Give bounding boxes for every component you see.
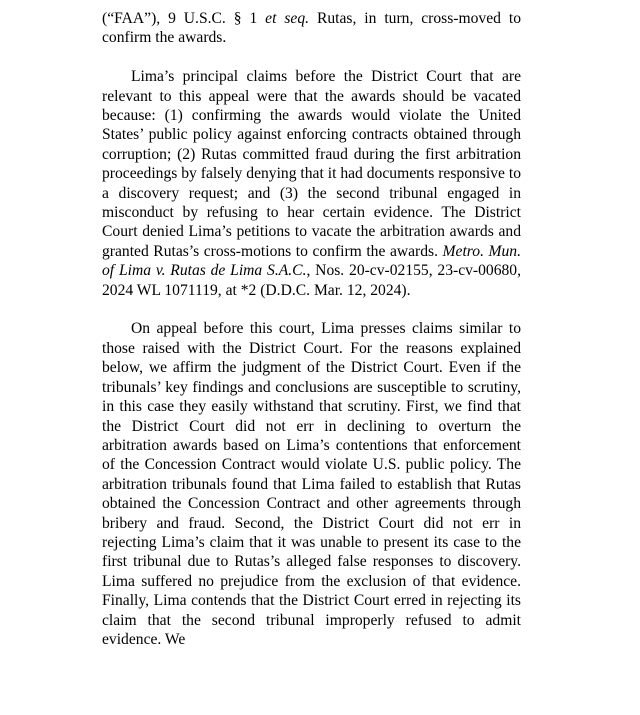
text-segment: Lima’s principal claims before the District Court that are relevant to this appeal were that the awards should be vacated because: (1) confirming the awards would violate the United States’ public policy against enforcing contracts obtained through corruption; (2) Rutas committed fraud during the first arbitration proceedings by falsely denying that it had documents responsive to a discovery request; and (3) the second tribunal engaged in misconduct by refusing to hear certain evidence. The District Court denied Lima’s petitions to vacate the arbitration awards and granted Rutas’s cross-motions to confirm the awards. [102, 68, 521, 260]
text-segment: (“FAA”), 9 U.S.C. § 1 [102, 10, 266, 27]
document-page [102, 9, 521, 649]
text-segment: On appeal before this court, Lima presses claims similar to those raised with the District Court. For the reasons explained below, we affirm the judgment of the District Court. Even if the tribunals’ key findings and conclusions are susceptible to scrutiny, in this case they easily withstand that scrutiny. First, we find that the District Court did not err in declining to overturn the arbitration awards based on Lima’s contentions that enforcement of the Concession Contract would violate U.S. public policy. The arbitration tribunals found that Lima failed to establish that Rutas obtained the Concession Contract and other agreements through bribery and fraud. Second, the District Court did not err in rejecting Lima’s claim that it was unable to present its case to the first tribunal due to Rutas’s alleged false responses to discovery. Lima suffered no prejudice from the exclusion of that evidence. Finally, Lima contends that the District Court erred in rejecting its claim that the second tribunal improperly refused to admit evidence. We [102, 320, 521, 648]
paragraph-district-court-claims [102, 67, 521, 300]
italic-segment: et seq. [265, 10, 310, 27]
paragraph-continuation [102, 9, 521, 48]
text-segment: , Nos. 20-cv-02155, 23-cv-00680, 2024 WL 1071119, at *2 (D.D.C. Mar. 12, 2024). [102, 262, 521, 299]
text-segment: Rutas, in turn, cross-moved to confirm the awards. [102, 10, 521, 47]
paragraph-appeal [102, 319, 521, 649]
case-citation-italic: Metro. Mun. of Lima v. Rutas de Lima S.A.C. [102, 242, 521, 280]
